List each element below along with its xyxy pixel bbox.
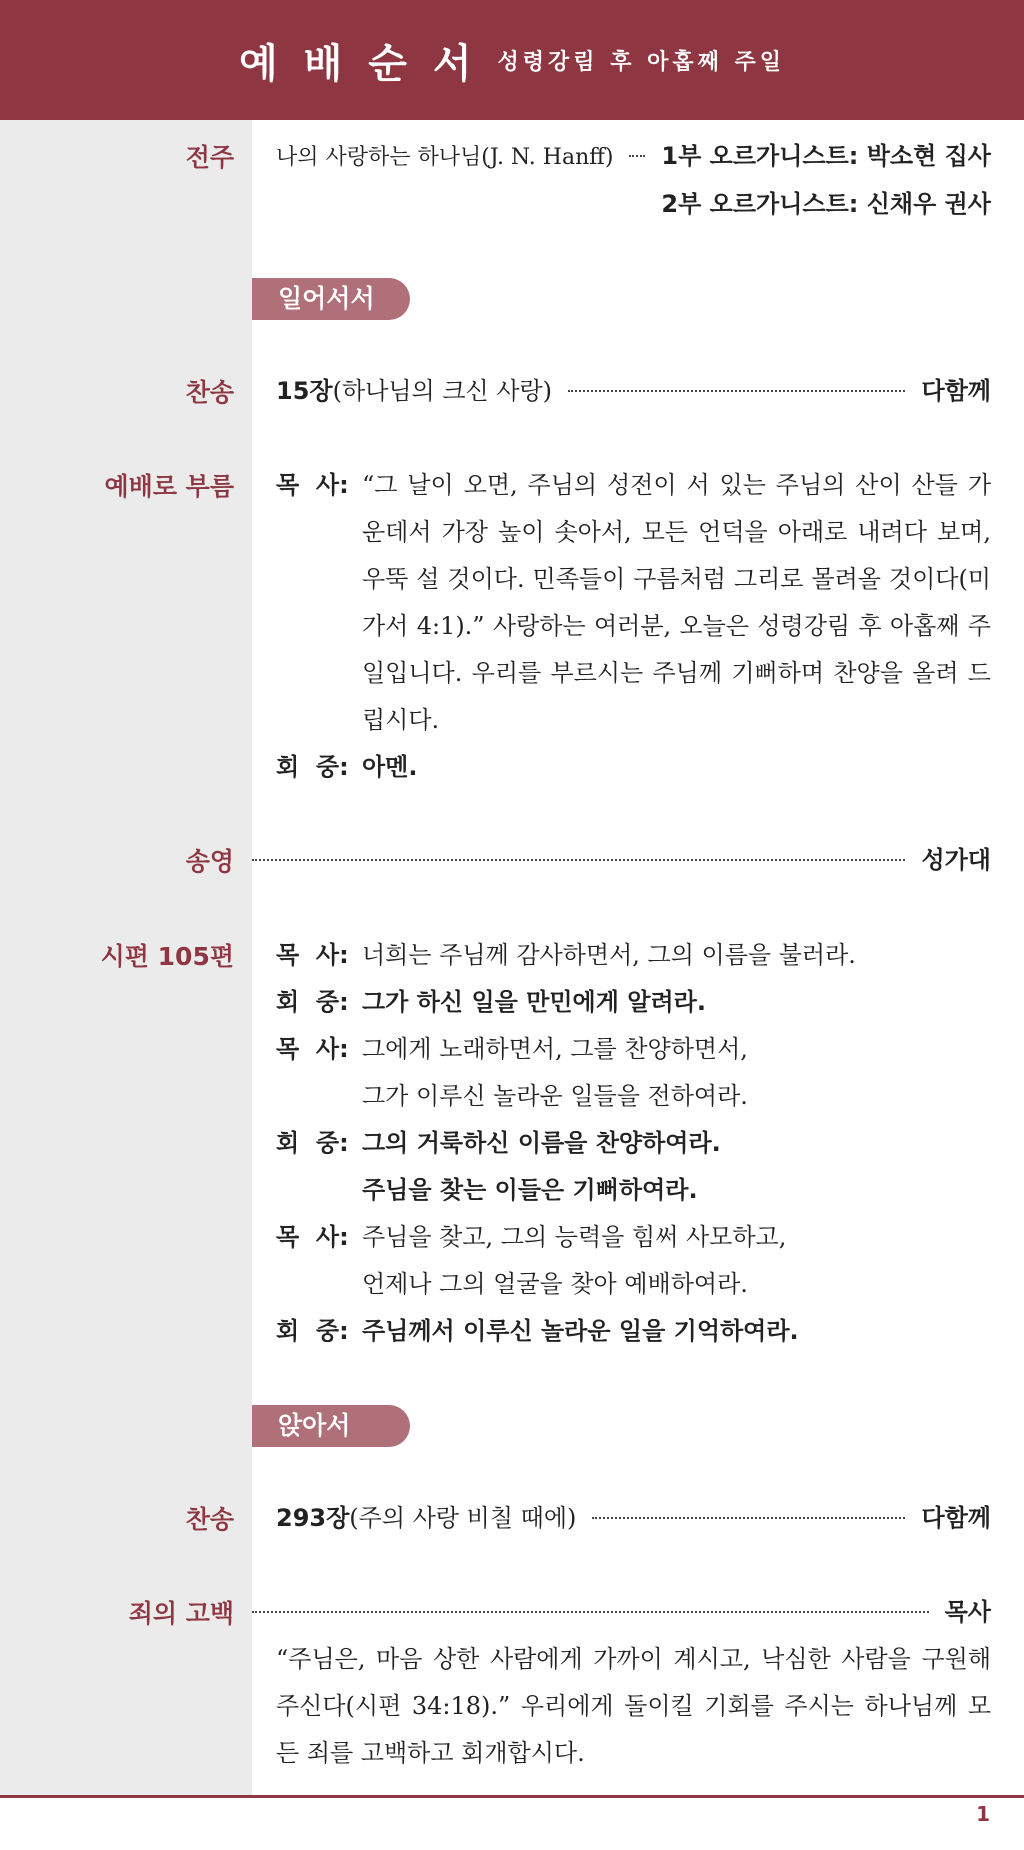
page-title: 예배순서 [238,40,498,87]
hymn1-by: 다함께 [921,377,991,405]
psalm-line: 그가 이루신 놀라운 일들을 전하여라. [362,1082,748,1110]
psalm-speaker: 회 중: [276,988,349,1016]
hymn1-number: 15장 [276,377,333,405]
page-subtitle: 성령강림 후 아홉째 주일 [497,49,786,75]
confession-text: “주님은, 마음 상한 사람에게 가까이 계시고, 낙심한 사람을 구원해 주신다(시편 34:18).” 우리에게 돌이킬 기회를 주시는 하나님께 모든 죄를 고백하고 회개합시다. [276,1645,991,1767]
leader-dots [568,390,905,392]
leader-dots [252,859,905,861]
anthem-section [252,837,991,884]
call-section [276,462,991,791]
psalm-speaker [276,1167,362,1214]
page-number: 1 [976,1802,990,1826]
call-people-text: 아멘. [362,753,418,781]
psalm-speaker: 목 사: [276,1035,349,1063]
psalm-section [276,932,991,1355]
hymn1-label: 찬송 [185,378,234,407]
leader-dots [629,155,645,157]
psalm-line: 그가 하신 일을 만민에게 알려라. [362,988,706,1016]
hymn1-title: (하나님의 크신 사랑) [332,377,553,405]
prelude-label: 전주 [185,143,234,172]
call-label: 예배로 부름 [104,472,234,501]
call-pastor-text: “그 날이 오면, 주님의 성전이 서 있는 주님의 산이 산들 가운데서 가장 높이 솟아서, 모든 언덕을 아래로 내려다 보며, 우뚝 설 것이다. 민족들이 구름처럼 그리로 몰려올 것이다(미가서 4:1).” 사랑하는 여러분, 오늘은 성령강림 후 아홉째 주일입니다. 우리를 부르시는 주님께 기뻐하며 찬양을 올려 드립시다. [362,471,991,734]
prelude-performer-1: 1부 오르가니스트: 박소현 집사 [661,142,991,170]
psalm-label: 시편 105편 [100,942,234,971]
hymn2-section [276,1495,991,1542]
hymn2-number: 293장 [276,1504,350,1532]
anthem-label: 송영 [185,847,234,876]
psalm-speaker: 목 사: [276,1223,349,1251]
anthem-by: 성가대 [921,846,991,874]
prelude-performer-2: 2부 오르가니스트: 신채우 권사 [661,190,991,218]
speaker-pastor: 목 사: [276,471,349,499]
prelude-section [276,133,991,228]
psalm-line: 그의 거룩하신 이름을 찬양하여라. [362,1129,721,1157]
stand-instruction: 일어서서 [252,278,410,320]
hymn1-section [276,368,991,415]
hymn2-label: 찬송 [185,1505,234,1534]
psalm-speaker: 회 중: [276,1317,349,1345]
psalm-speaker [276,1073,362,1120]
leader-dots [592,1517,905,1519]
confession-section [252,1589,991,1777]
prelude-piece: 나의 사랑하는 하나님(J. N. Hanff) [276,145,614,170]
psalm-line: 주님을 찾는 이들은 기뻐하여라. [362,1176,698,1204]
psalm-line: 주님을 찾고, 그의 능력을 힘써 사모하고, [362,1223,787,1251]
psalm-line: 그에게 노래하면서, 그를 찬양하면서, [362,1035,748,1063]
leader-dots [252,1611,929,1613]
hymn2-by: 다함께 [921,1504,991,1532]
psalm-line: 언제나 그의 얼굴을 찾아 예배하여라. [362,1270,748,1298]
confession-label: 죄의 고백 [128,1599,234,1628]
psalm-speaker: 목 사: [276,941,349,969]
psalm-line: 주님께서 이루신 놀라운 일을 기억하여라. [362,1317,799,1345]
footer-rule [0,1795,1024,1798]
sit-instruction: 앉아서 [252,1405,410,1447]
speaker-people: 회 중: [276,753,349,781]
confession-by: 목사 [944,1598,991,1626]
psalm-line: 너희는 주님께 감사하면서, 그의 이름을 불러라. [362,941,856,969]
psalm-speaker [276,1261,362,1308]
psalm-speaker: 회 중: [276,1129,349,1157]
page-header [0,0,1024,120]
hymn2-title: (주의 사랑 비칠 때에) [349,1504,577,1532]
